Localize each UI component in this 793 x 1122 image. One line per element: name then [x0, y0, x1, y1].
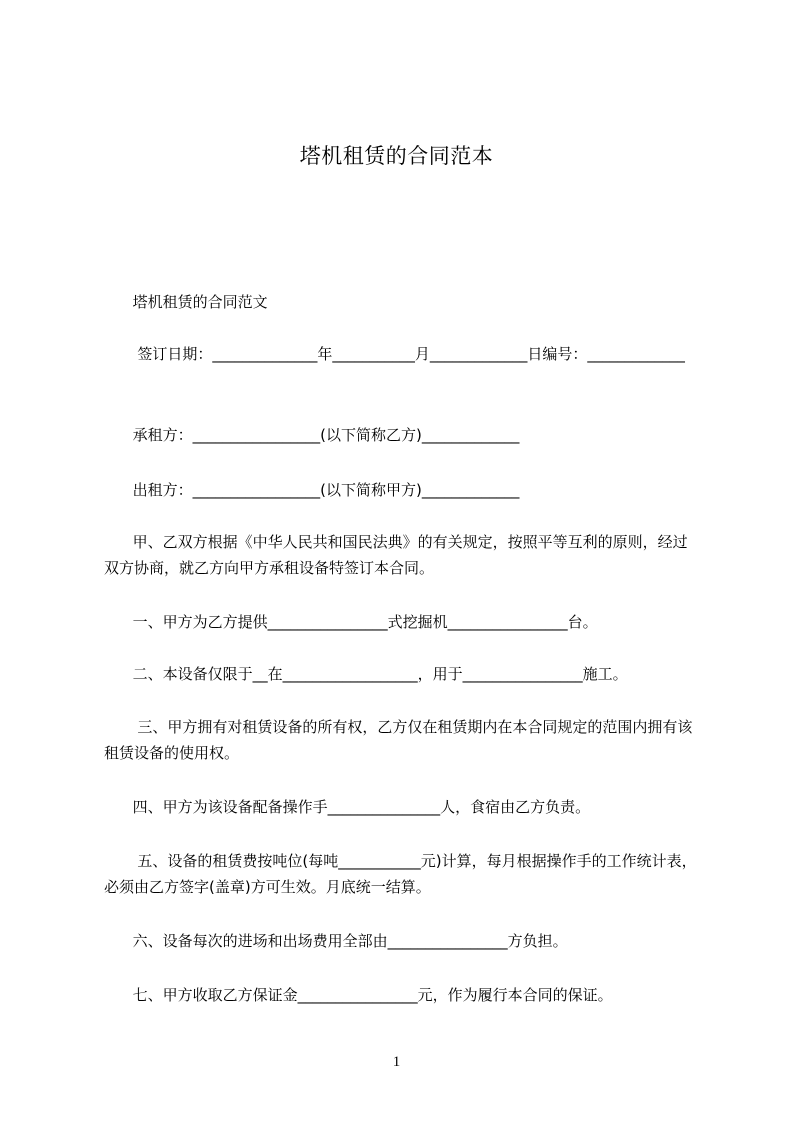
clause-2: 二、本设备仅限于__在__________________，用于________________施工。	[104, 665, 628, 683]
contract-subtitle: 塔机租赁的合同范文	[104, 293, 268, 311]
signing-date-line: 签订日期：______________年___________月_____________日编号：_____________	[104, 345, 685, 363]
page-number: 1	[392, 1054, 401, 1070]
preamble-paragraph: 甲、乙双方根据《中华人民共和国民法典》的有关规定，按照平等互利的原则，经过双方协商，就乙方向甲方承租设备特签订本合同。	[104, 533, 688, 577]
clause-5: 五、设备的租赁费按吨位(每吨___________元)计算，每月根据操作手的工作统计表，必须由乙方签字(盖章)方可生效。月底统一结算。	[104, 852, 697, 896]
clause-6: 六、设备每次的进场和出场费用全部由________________方负担。	[104, 932, 568, 950]
clause-4: 四、甲方为该设备配备操作手_______________人，食宿由乙方负责。	[104, 798, 591, 816]
clause-3: 三、甲方拥有对租赁设备的所有权，乙方仅在租赁期内在本合同规定的范围内拥有该租赁设备的使用权。	[104, 718, 693, 762]
clause-7: 七、甲方收取乙方保证金________________元，作为履行本合同的保证。	[104, 986, 613, 1004]
document-title: 塔机租赁的合同范本	[299, 144, 494, 168]
clause-1: 一、甲方为乙方提供________________式挖掘机________________台。	[104, 613, 598, 631]
lessee-line: 承租方：_________________(以下简称乙方)_____________	[104, 426, 520, 444]
lessor-line: 出租方：_________________(以下简称甲方)_____________	[104, 481, 520, 499]
